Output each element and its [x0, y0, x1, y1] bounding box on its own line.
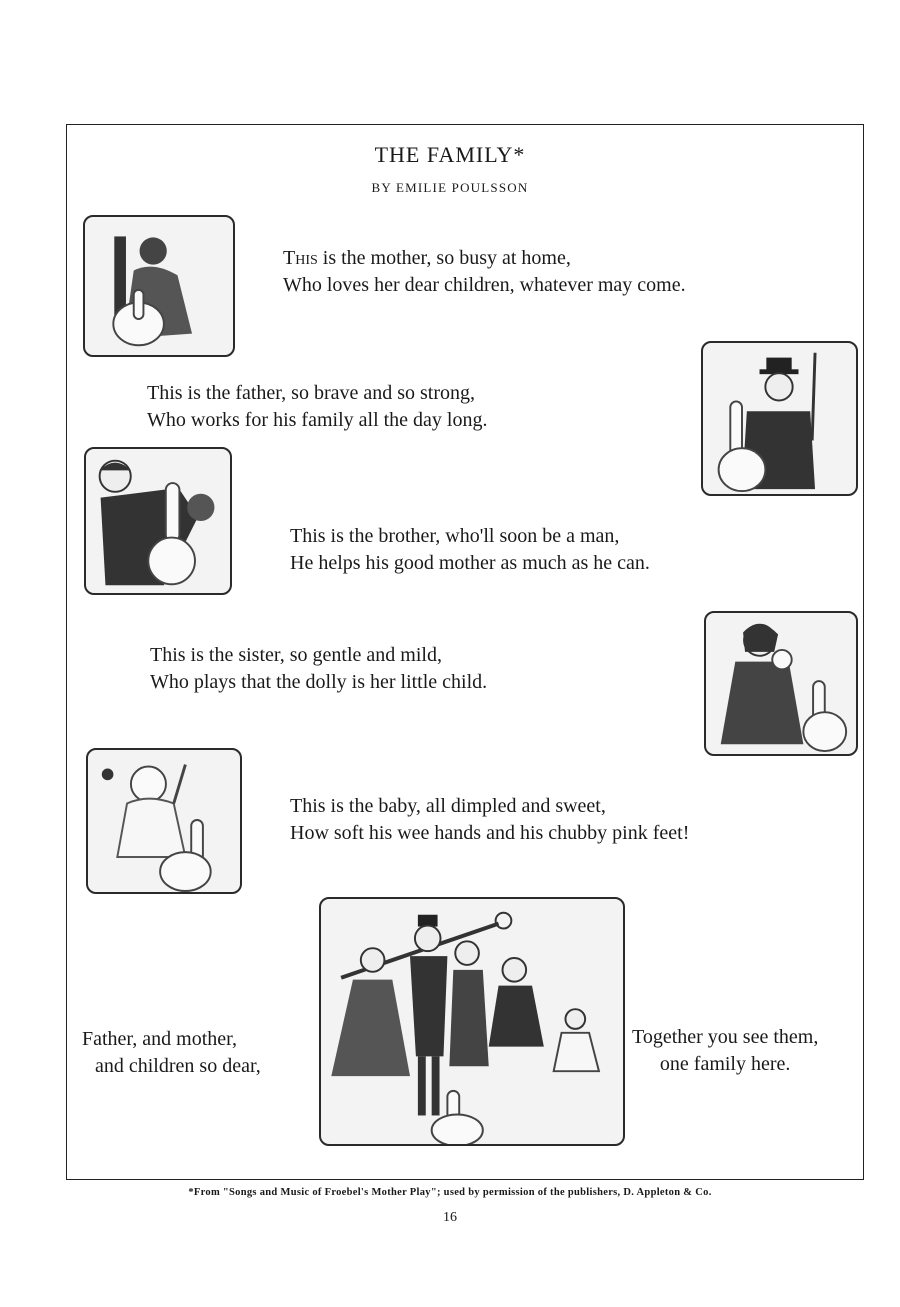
mother-illustration — [83, 215, 235, 357]
mother-verse-line-1: This is the mother, so busy at home, — [283, 247, 571, 269]
footnote: *From "Songs and Music of Froebel's Mother Play"; used by permission of the publishers, D. Appleton & Co. — [188, 1187, 712, 1198]
page-number: 16 — [443, 1210, 457, 1225]
baby-illustration — [86, 748, 242, 894]
sister-verse — [150, 642, 487, 696]
mother-verse — [283, 245, 686, 299]
father-verse-line-1: This is the father, so brave and so strong, — [147, 382, 476, 404]
mother-verse-line-2: Who loves her dear children, whatever may come. — [283, 274, 686, 296]
baby-verse — [290, 793, 689, 847]
family-right-line-1: Together you see them, — [632, 1026, 819, 1048]
father-verse-line-2: Who works for his family all the day long. — [147, 409, 488, 431]
brother-verse-line-1: This is the brother, who'll soon be a man, — [290, 525, 620, 547]
baby-verse-line-1: This is the baby, all dimpled and sweet, — [290, 795, 606, 817]
sister-verse-line-1: This is the sister, so gentle and mild, — [150, 644, 442, 666]
brother-verse — [290, 523, 650, 577]
brother-verse-line-2: He helps his good mother as much as he can. — [290, 552, 650, 574]
sister-verse-line-2: Who plays that the dolly is her little child. — [150, 671, 488, 693]
family-left-line-1: Father, and mother, — [82, 1028, 238, 1050]
byline: BY EMILIE POULSSON — [371, 180, 529, 195]
family-left-verse — [82, 1026, 261, 1080]
page-title: THE FAMILY* — [374, 142, 526, 167]
family-illustration — [319, 897, 625, 1146]
family-right-verse — [632, 1024, 818, 1078]
father-verse — [147, 380, 488, 434]
baby-verse-line-2: How soft his wee hands and his chubby pink feet! — [290, 822, 690, 844]
sister-illustration — [704, 611, 858, 756]
brother-illustration — [84, 447, 232, 595]
father-illustration — [701, 341, 858, 496]
family-left-line-2: and children so dear, — [95, 1055, 261, 1077]
family-right-line-2: one family here. — [659, 1053, 791, 1075]
